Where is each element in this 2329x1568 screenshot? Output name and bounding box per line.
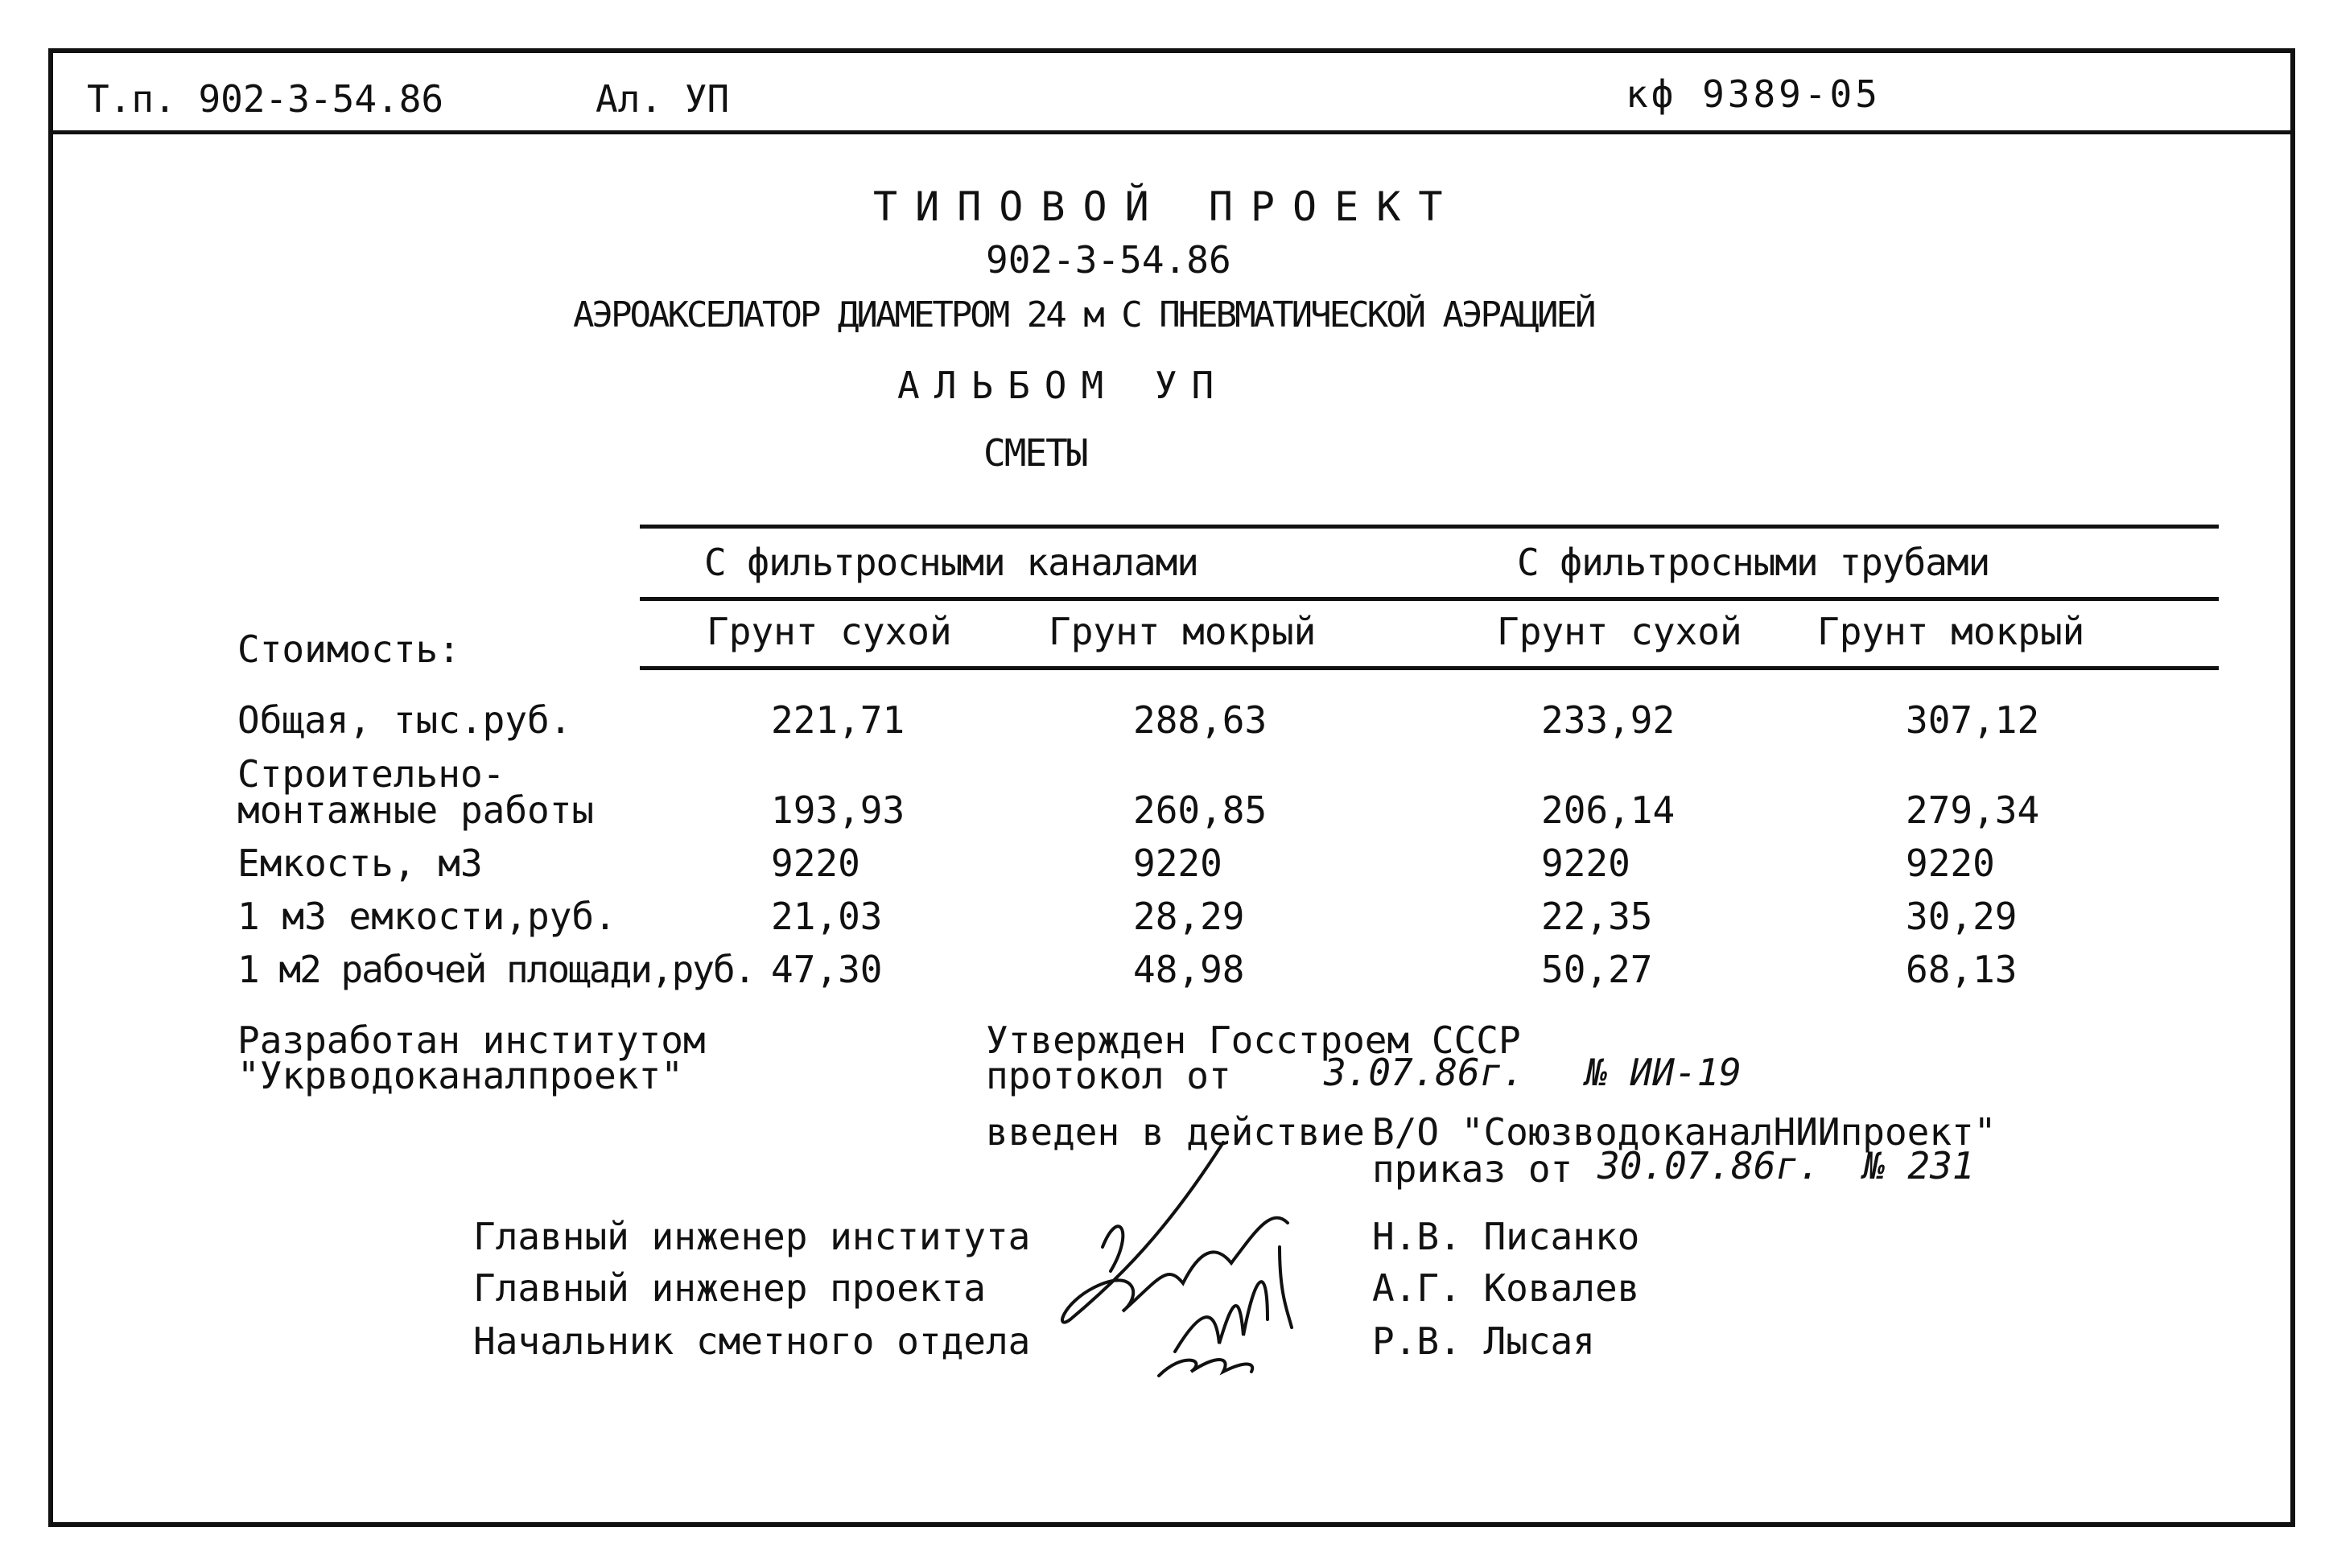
section-title: СМЕТЫ [983, 431, 1087, 475]
table-cell: 193,93 [771, 788, 905, 832]
signatory-name: А.Г. Ковалев [1372, 1266, 1640, 1310]
table-cell: 279,34 [1906, 788, 2040, 832]
col-header: Грунт сухой [707, 610, 952, 653]
table-group-rule [640, 597, 2219, 601]
signature-drawing [1046, 1110, 1384, 1384]
signatory-role: Главный инженер института [473, 1215, 1031, 1258]
table-cell: 9220 [1133, 842, 1222, 885]
table-cell: 68,13 [1906, 948, 2018, 991]
enacted-by: В/О "СоюзводоканалНИИпроект" [1372, 1110, 1997, 1154]
doc-title: ТИПОВОЙ ПРОЕКТ [873, 183, 1461, 230]
table-cell: 21,03 [771, 895, 883, 938]
col-header: Грунт сухой [1497, 610, 1742, 653]
signatory-role: Главный инженер проекта [473, 1266, 986, 1310]
table-cell: 28,29 [1133, 895, 1245, 938]
protocol-date: 3.07.86г. [1324, 1051, 1525, 1094]
row-label: монтажные работы [237, 788, 595, 832]
header-divider [48, 130, 2295, 134]
table-cell: 30,29 [1906, 895, 2018, 938]
row-label: Строительно- [237, 752, 505, 796]
table-cell: 233,92 [1541, 698, 1676, 742]
album-ref: Ал. УП [596, 77, 730, 121]
table-cell: 260,85 [1133, 788, 1268, 832]
album-title: АЛЬБОМ УП [897, 364, 1229, 407]
row-label: Емкость, м3 [237, 842, 483, 885]
row-label: 1 м3 емкости,руб. [237, 895, 616, 938]
col-header: Грунт мокрый [1049, 610, 1317, 653]
table-cell: 307,12 [1906, 698, 2040, 742]
table-cell: 22,35 [1541, 895, 1653, 938]
order-number: № 231 [1863, 1144, 1975, 1187]
project-number: 902-3-54.86 [986, 238, 1231, 282]
group-header-channels: С фильтросными каналами [704, 541, 1198, 584]
order-date: 30.07.86г. [1597, 1144, 1820, 1187]
signatory-role: Начальник сметного отдела [473, 1319, 1031, 1363]
project-name: АЭРОАКСЕЛАТОР ДИАМЕТРОМ 24 м С ПНЕВМАТИЧЕСКОЙ АЭРАЦИЕЙ [573, 294, 1594, 335]
row-label: 1 м2 рабочей площади,руб. [237, 948, 755, 991]
col-header: Грунт мокрый [1817, 610, 2085, 653]
table-cell: 288,63 [1133, 698, 1268, 742]
signatory-name: Н.В. Писанко [1372, 1215, 1640, 1258]
table-top-rule [640, 525, 2219, 529]
developer-name: "Укрводоканалпроект" [237, 1054, 683, 1097]
signatory-name: Р.В. Лысая [1372, 1319, 1595, 1363]
project-ref: Т.п. 902-3-54.86 [87, 77, 444, 121]
table-cell: 50,27 [1541, 948, 1653, 991]
protocol-label: протокол от [986, 1054, 1231, 1097]
table-cell: 221,71 [771, 698, 905, 742]
table-cell: 9220 [771, 842, 860, 885]
row-label: Общая, тыс.руб. [237, 698, 572, 742]
protocol-number: № ИИ-19 [1585, 1051, 1742, 1094]
stub-header: Стоимость: [237, 628, 460, 671]
approved-by: Утвержден Госстроем СССР [986, 1019, 1521, 1062]
enacted-label: введен в действие [986, 1110, 1365, 1154]
table-cell: 9220 [1541, 842, 1630, 885]
table-header-rule [640, 666, 2219, 670]
table-cell: 48,98 [1133, 948, 1245, 991]
document-code: кф 9389-05 [1626, 72, 1881, 116]
order-label: приказ от [1372, 1147, 1573, 1191]
table-cell: 9220 [1906, 842, 1995, 885]
developer-line1: Разработан институтом [237, 1019, 706, 1062]
group-header-pipes: С фильтросными трубами [1517, 541, 1990, 584]
table-cell: 206,14 [1541, 788, 1676, 832]
table-cell: 47,30 [771, 948, 883, 991]
